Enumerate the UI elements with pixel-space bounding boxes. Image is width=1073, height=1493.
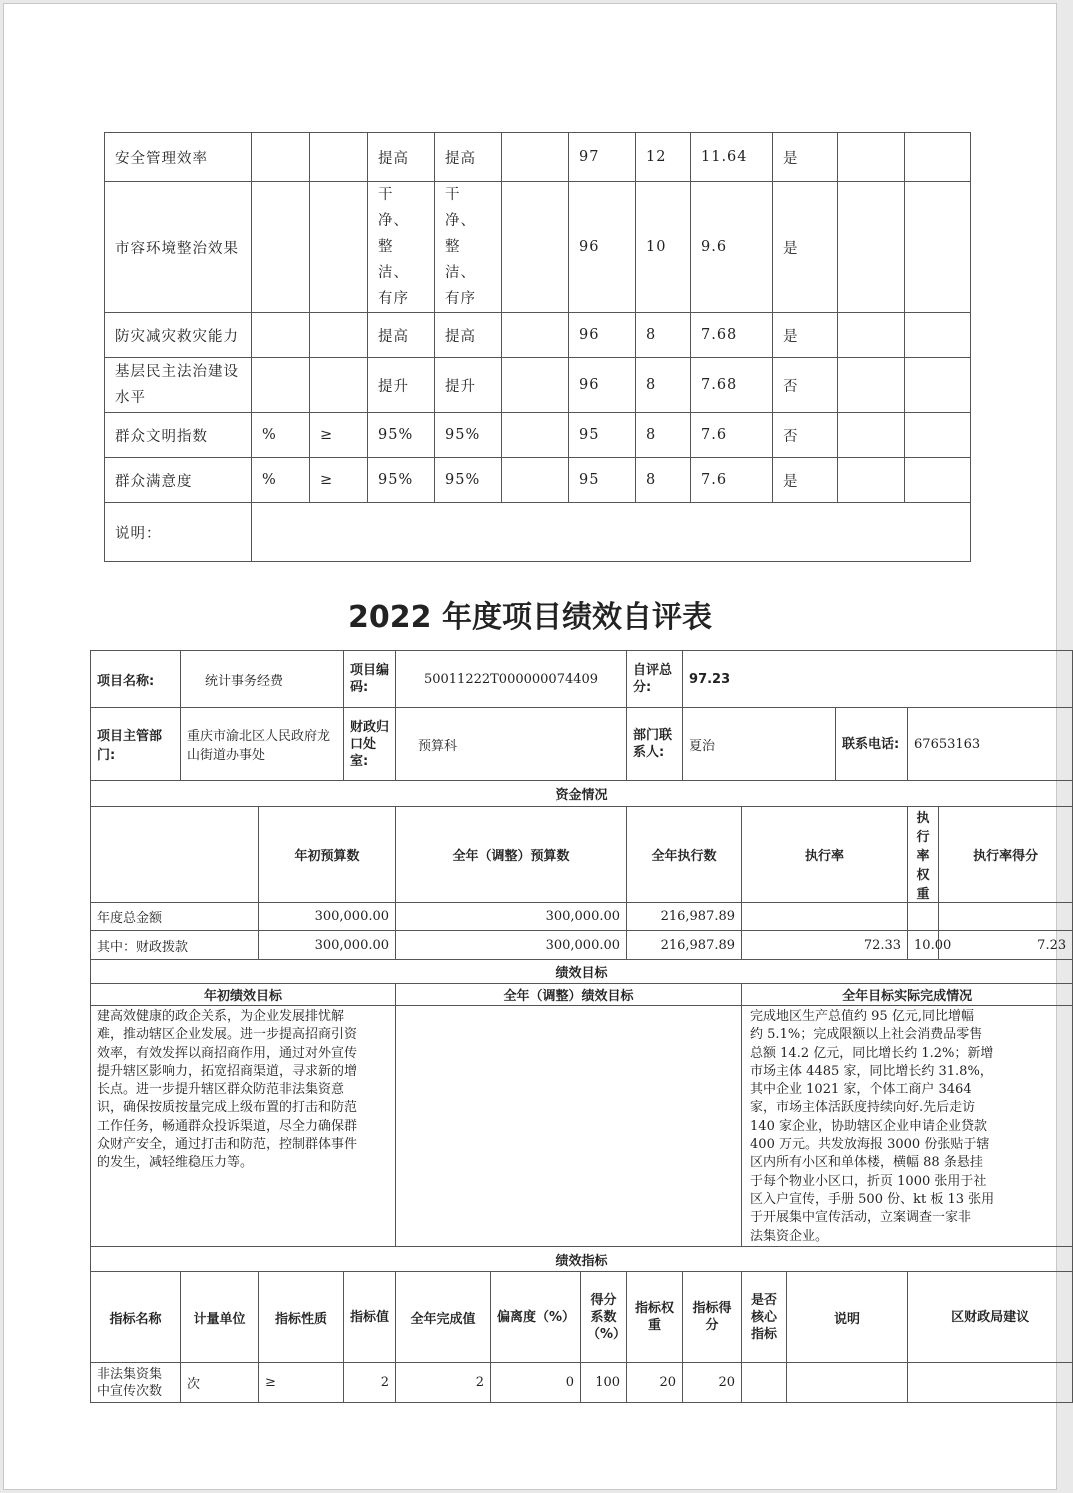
project-name-label: 项目名称:	[91, 651, 181, 708]
col-header: 全年完成值	[396, 1272, 491, 1363]
funds-initial: 300,000.00	[259, 903, 396, 931]
indicator-name: 群众满意度	[105, 458, 252, 503]
department-row	[91, 708, 1073, 781]
indicator-score: 96	[569, 313, 636, 358]
adjusted-goals-text	[396, 1006, 742, 1247]
col-header: 指标值	[344, 1272, 396, 1363]
indicators-section-header: 绩效指标	[91, 1247, 1073, 1272]
col-header: 指标性质	[259, 1272, 344, 1363]
indicator-operator: ≥	[310, 413, 368, 458]
col-header: 偏离度（%）	[491, 1272, 581, 1363]
project-row	[91, 651, 1073, 708]
indicator-adjusted: 提高	[435, 133, 502, 182]
text-line: 区内所有小区和单体楼，横幅 88 条悬挂	[750, 1155, 983, 1171]
col-header: 执行率权重	[908, 807, 939, 903]
text-line: 总额 14.2 亿元，同比增长约 1.2%；新增	[750, 1045, 994, 1061]
indicator-score: 95	[569, 413, 636, 458]
project-code: 50011222T000000074409	[396, 651, 627, 708]
indicators-header-row	[91, 1272, 1073, 1363]
funds-initial: 300,000.00	[259, 931, 396, 960]
empty-cell	[905, 182, 971, 313]
indicator-core: 是	[773, 313, 838, 358]
funds-executed: 216,987.89	[627, 903, 742, 931]
phone: 67653163	[908, 708, 1073, 781]
indicator-adjusted: 提升	[435, 358, 502, 413]
empty-cell	[838, 182, 905, 313]
initial-goals-text	[91, 1006, 396, 1247]
empty-cell	[838, 358, 905, 413]
col-header: 全年（调整）预算数	[396, 807, 627, 903]
indicator-points: 7.6	[691, 413, 773, 458]
phone-label: 联系电话:	[836, 708, 908, 781]
indicator-adjusted: 95%	[435, 413, 502, 458]
contact-person: 夏治	[683, 708, 836, 781]
note-label: 说明：	[105, 503, 252, 562]
table-row	[105, 133, 971, 182]
col-header: 指标权重	[627, 1272, 683, 1363]
indicator-operator: ≥	[310, 458, 368, 503]
funds-weight	[908, 903, 939, 931]
project-code-label: 项目编码:	[344, 651, 396, 708]
goals-header-row	[91, 984, 1073, 1006]
indicator-name: 基层民主法治建设水平	[105, 358, 252, 413]
funds-row-label: 年度总金额	[91, 903, 259, 931]
funds-row-label: 其中：财政拨款	[91, 931, 259, 960]
table-row	[105, 182, 971, 313]
col-header: 得分系数（%）	[581, 1272, 627, 1363]
actual-completion-text	[742, 1006, 1073, 1247]
indicator-unit	[252, 133, 310, 182]
empty-cell	[905, 358, 971, 413]
funds-score	[939, 903, 1073, 931]
indicator-weight: 10	[636, 182, 691, 313]
note-row	[105, 503, 971, 562]
total-score: 97.23	[683, 651, 1073, 708]
indicator-points: 7.68	[691, 358, 773, 413]
text-line: 的发生，减轻维稳压力等。	[97, 1155, 254, 1171]
empty-cell	[905, 133, 971, 182]
indicator-target: 干净、整洁、有序	[368, 182, 435, 313]
col-header: 年初预算数	[259, 807, 396, 903]
text-line: 其中企业 1021 家，个体工商户 3464	[750, 1082, 972, 1098]
funds-header-row	[91, 807, 1073, 903]
indicator-note	[787, 1363, 908, 1403]
col-header: 全年（调整）绩效目标	[396, 984, 742, 1006]
text-line: 完成地区生产总值约 95 亿元,同比增幅	[750, 1009, 974, 1024]
indicator-blank	[502, 133, 569, 182]
funds-section-row	[91, 781, 1073, 807]
indicator-advice	[908, 1363, 1073, 1403]
funds-adjusted: 300,000.00	[396, 903, 627, 931]
text-line: 区入户宣传，手册 500 份、kt 板 13 张用	[750, 1191, 995, 1207]
funds-score: 7.23	[939, 931, 1073, 960]
indicator-operator	[310, 182, 368, 313]
indicator-unit	[252, 358, 310, 413]
text-line: 识，确保按质按量完成上级布置的打击和防范	[97, 1100, 358, 1116]
indicator-operator	[310, 313, 368, 358]
col-header: 全年执行数	[627, 807, 742, 903]
department: 重庆市渝北区人民政府龙山街道办事处	[181, 708, 344, 781]
indicator-name: 非法集资集中宣传次数	[91, 1363, 181, 1403]
text-line: 法集资企业。	[750, 1228, 829, 1244]
indicator-core	[742, 1363, 787, 1403]
funds-adjusted: 300,000.00	[396, 931, 627, 960]
note-content	[252, 503, 971, 562]
col-header: 区财政局建议	[908, 1272, 1073, 1363]
goals-content-row	[91, 1006, 1073, 1247]
col-header: 是否核心指标	[742, 1272, 787, 1363]
table-row	[105, 458, 971, 503]
finance-office: 预算科	[396, 708, 627, 781]
indicator-weight: 20	[627, 1363, 683, 1403]
indicator-weight: 8	[636, 413, 691, 458]
indicator-operator	[310, 358, 368, 413]
col-header: 指标得分	[683, 1272, 742, 1363]
empty-cell	[838, 133, 905, 182]
col-header: 执行率	[742, 807, 908, 903]
goals-section-header: 绩效目标	[91, 960, 1073, 984]
funds-executed: 216,987.89	[627, 931, 742, 960]
indicator-blank	[502, 313, 569, 358]
indicator-unit: %	[252, 413, 310, 458]
indicator-target: 95%	[368, 458, 435, 503]
col-header: 执行率得分	[939, 807, 1073, 903]
text-line: 家，市场主体活跃度持续向好.先后走访	[750, 1100, 976, 1116]
indicator-core: 否	[773, 413, 838, 458]
indicator-coefficient: 100	[581, 1363, 627, 1403]
col-header: 全年目标实际完成情况	[742, 984, 1073, 1006]
text-line: 众财产安全，通过打击和防范，控制群体事件	[97, 1137, 358, 1153]
indicator-unit	[252, 182, 310, 313]
goals-section-row	[91, 960, 1073, 984]
funds-weight: 10.00	[908, 931, 939, 960]
col-header: 指标名称	[91, 1272, 181, 1363]
indicator-target: 95%	[368, 413, 435, 458]
indicator-table-continued	[104, 132, 971, 562]
table-row	[91, 1363, 1073, 1403]
text-line: 于每个物业小区口，折页 1000 张用于社	[750, 1173, 987, 1189]
indicator-score: 20	[683, 1363, 742, 1403]
text-line: 于开展集中宣传活动，立案调查一家非	[750, 1210, 972, 1226]
empty-cell	[838, 413, 905, 458]
text-line: 效率，有效发挥以商招商作用，通过对外宣传	[97, 1045, 358, 1061]
indicator-adjusted: 提高	[435, 313, 502, 358]
indicators-section-row	[91, 1247, 1073, 1272]
text-line: 长点。进一步提升辖区群众防范非法集资意	[97, 1082, 345, 1098]
indicator-points: 7.68	[691, 313, 773, 358]
indicator-blank	[502, 358, 569, 413]
indicator-weight: 8	[636, 358, 691, 413]
indicator-weight: 8	[636, 313, 691, 358]
indicator-points: 7.6	[691, 458, 773, 503]
empty-cell	[91, 807, 259, 903]
indicator-blank	[502, 182, 569, 313]
indicator-unit: 次	[181, 1363, 259, 1403]
indicator-unit: %	[252, 458, 310, 503]
indicator-target: 提高	[368, 313, 435, 358]
text-line: 建高效健康的政企关系，为企业发展排忧解	[97, 1009, 345, 1024]
indicator-name: 群众文明指数	[105, 413, 252, 458]
text-line: 难，推动辖区企业发展。进一步提高招商引资	[97, 1027, 358, 1043]
page-title: 2022 年度项目绩效自评表	[348, 600, 712, 635]
table-row	[105, 413, 971, 458]
col-header: 计量单位	[181, 1272, 259, 1363]
table-row	[105, 313, 971, 358]
indicator-done: 2	[396, 1363, 491, 1403]
text-line: 400 万元。共发放海报 3000 份张贴于辖	[750, 1137, 990, 1153]
indicator-name: 市容环境整治效果	[105, 182, 252, 313]
indicator-target: 提升	[368, 358, 435, 413]
col-header: 说明	[787, 1272, 908, 1363]
table-row	[91, 931, 1073, 960]
indicator-core: 是	[773, 458, 838, 503]
project-name: 统计事务经费	[181, 651, 344, 708]
funds-rate	[742, 903, 908, 931]
indicator-adjusted: 干净、整洁、有序	[435, 182, 502, 313]
text-line: 约 5.1%；完成限额以上社会消费品零售	[750, 1027, 983, 1043]
indicator-weight: 8	[636, 458, 691, 503]
indicator-unit	[252, 313, 310, 358]
indicator-name: 防灾减灾救灾能力	[105, 313, 252, 358]
indicator-blank	[502, 413, 569, 458]
indicator-points: 9.6	[691, 182, 773, 313]
indicator-value: 2	[344, 1363, 396, 1403]
indicator-score: 96	[569, 182, 636, 313]
table-row	[105, 358, 971, 413]
self-evaluation-table	[90, 650, 1073, 1403]
table-row	[91, 903, 1073, 931]
contact-label: 部门联系人:	[627, 708, 683, 781]
empty-cell	[838, 458, 905, 503]
indicator-core: 是	[773, 133, 838, 182]
indicator-adjusted: 95%	[435, 458, 502, 503]
indicator-target: 提高	[368, 133, 435, 182]
empty-cell	[905, 313, 971, 358]
text-line: 工作任务，畅通群众投诉渠道，尽全力确保群	[97, 1118, 358, 1134]
empty-cell	[838, 313, 905, 358]
indicator-nature: ≥	[259, 1363, 344, 1403]
indicator-score: 96	[569, 358, 636, 413]
text-line: 市场主体 4485 家，同比增长约 31.8%，	[750, 1063, 993, 1079]
document-page	[3, 3, 1067, 1490]
text-line: 提升辖区影响力，拓宽招商渠道，寻求新的增	[97, 1063, 358, 1079]
total-score-label: 自评总分:	[627, 651, 683, 708]
empty-cell	[905, 413, 971, 458]
indicator-points: 11.64	[691, 133, 773, 182]
indicator-score: 97	[569, 133, 636, 182]
col-header: 年初绩效目标	[91, 984, 396, 1006]
indicator-deviation: 0	[491, 1363, 581, 1403]
indicator-core: 否	[773, 358, 838, 413]
funds-section-header: 资金情况	[91, 781, 1073, 807]
department-label: 项目主管部门:	[91, 708, 181, 781]
indicator-blank	[502, 458, 569, 503]
text-line: 140 家企业，协助辖区企业申请企业贷款	[750, 1118, 987, 1134]
indicator-weight: 12	[636, 133, 691, 182]
funds-rate: 72.33	[742, 931, 908, 960]
finance-office-label: 财政归口处室:	[344, 708, 396, 781]
indicator-score: 95	[569, 458, 636, 503]
indicator-operator	[310, 133, 368, 182]
empty-cell	[905, 458, 971, 503]
indicator-name: 安全管理效率	[105, 133, 252, 182]
indicator-core: 是	[773, 182, 838, 313]
